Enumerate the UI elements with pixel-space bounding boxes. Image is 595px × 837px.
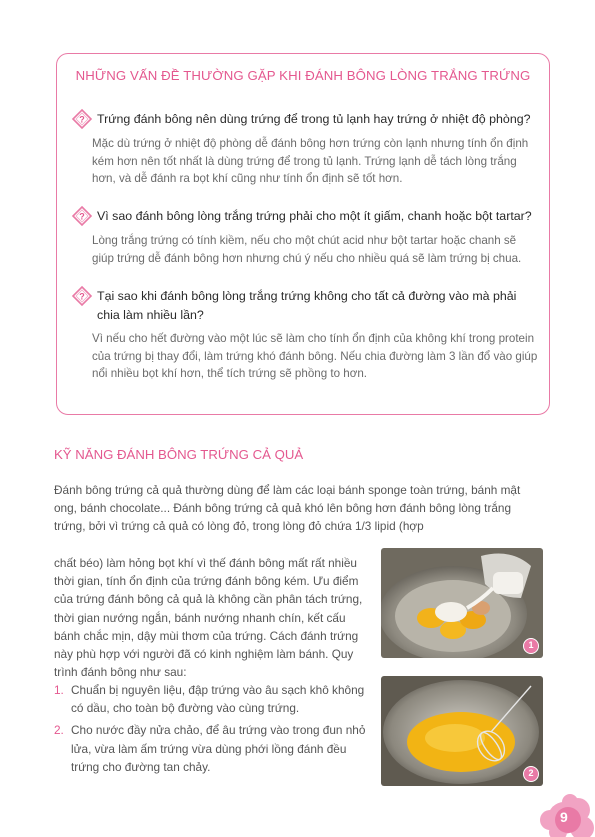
step-item <box>54 681 370 717</box>
page-number-corner <box>524 790 595 837</box>
photo-whisking-eggs <box>381 676 543 786</box>
faq-item <box>71 110 541 188</box>
photo-number-badge: 2 <box>523 766 539 782</box>
faq-question: Tại sao khi đánh bông lòng trắng trứng không cho tất cả đường vào mà phải chia làm nhiều lần? <box>97 289 517 322</box>
photo-number-badge: 1 <box>523 638 539 654</box>
steps-list <box>54 681 370 780</box>
page-number: 9 <box>560 809 568 825</box>
step-number: 2. <box>54 723 64 738</box>
question-diamond-icon <box>71 205 93 227</box>
faq-answer: Mặc dù trứng ở nhiệt độ phòng dễ đánh bông hơn trứng còn lạnh nhưng tính ổn định kém hơn nên tốt nhất là dùng trứng để trong tủ lạnh. Trứng lạnh dễ tách lòng trắng hơn, và dễ đánh ra bọt khí cũng như tính ổn định sẽ tốt hơn. <box>92 137 529 185</box>
section-title: KỸ NĂNG ĐÁNH BÔNG TRỨNG CẢ QUẢ <box>54 447 304 462</box>
question-diamond-icon <box>71 108 93 130</box>
svg-text:?: ? <box>79 291 85 302</box>
step-item <box>54 721 370 776</box>
faq-box <box>56 53 550 415</box>
step-text: Cho nước đầy nửa chảo, để âu trứng vào trong đun nhỏ lửa, vừa làm ấm trứng vừa dùng phới lồng đánh đều trứng cho đường tan chảy. <box>71 723 366 774</box>
photo-eggs-sugar <box>381 548 543 658</box>
faq-question: Vì sao đánh bông lòng trắng trứng phải cho một ít giấm, chanh hoặc bột tartar? <box>97 209 532 223</box>
step-text: Chuẩn bị nguyên liệu, đập trứng vào âu sạch khô không có dầu, cho toàn bộ đường vào cùng trứng. <box>71 683 365 716</box>
svg-text:?: ? <box>79 114 85 125</box>
faq-item <box>71 207 541 267</box>
step-number: 1. <box>54 683 64 697</box>
svg-text:?: ? <box>79 211 85 222</box>
section-paragraph-intro: Đánh bông trứng cả quả thường dùng để làm các loại bánh sponge toàn trứng, bánh mật ong, bánh chocolate... Đánh bông trứng cả quả khó lên bông hơn đánh bông lòng trắng trứng, bởi vì trứng cả quả có lòng đỏ, trong lòng đỏ chứa 1/3 lipid (hợp <box>54 483 521 534</box>
faq-answer: Lòng trắng trứng có tính kiềm, nếu cho một chút acid như bột tartar hoặc chanh sẽ giúp trứng dễ đánh bông hơn nhưng chú ý nếu cho nhiều quá sẽ làm trứng bị chua. <box>92 234 522 265</box>
question-diamond-icon <box>71 285 93 307</box>
faq-item <box>71 287 541 383</box>
faq-question: Trứng đánh bông nên dùng trứng để trong tủ lạnh hay trứng ở nhiệt độ phòng? <box>97 112 531 126</box>
faq-answer: Vì nếu cho hết đường vào một lúc sẽ làm cho tính ổn định của không khí trong protein của trứng bị thay đổi, làm trứng khó đánh bông. Nếu chia đường làm 3 lần đổ vào giúp nổi nhiều bọt khí hơn, thể tích trứng sẽ phồng to hơn. <box>92 332 538 380</box>
faq-title: NHỮNG VẤN ĐỀ THƯỜNG GẶP KHI ĐÁNH BÔNG LÒNG TRẮNG TRỨNG <box>75 68 531 83</box>
section-paragraph-body: chất béo) làm hỏng bọt khí vì thế đánh bông mất rất nhiều thời gian, tính ổn định của trứng đánh bông kém. Ưu điểm của trứng đánh bông cả quả là không cần phân tách trứng, thời gian nướng ngắn, bánh nướng nhanh chín, kết cấu bánh chắc mịn, dậy mùi thơm của trứng. Cách đánh trứng này phù hợp với người đã có kinh nghiệm làm bánh. Quy trình đánh bông như sau: <box>54 556 363 680</box>
